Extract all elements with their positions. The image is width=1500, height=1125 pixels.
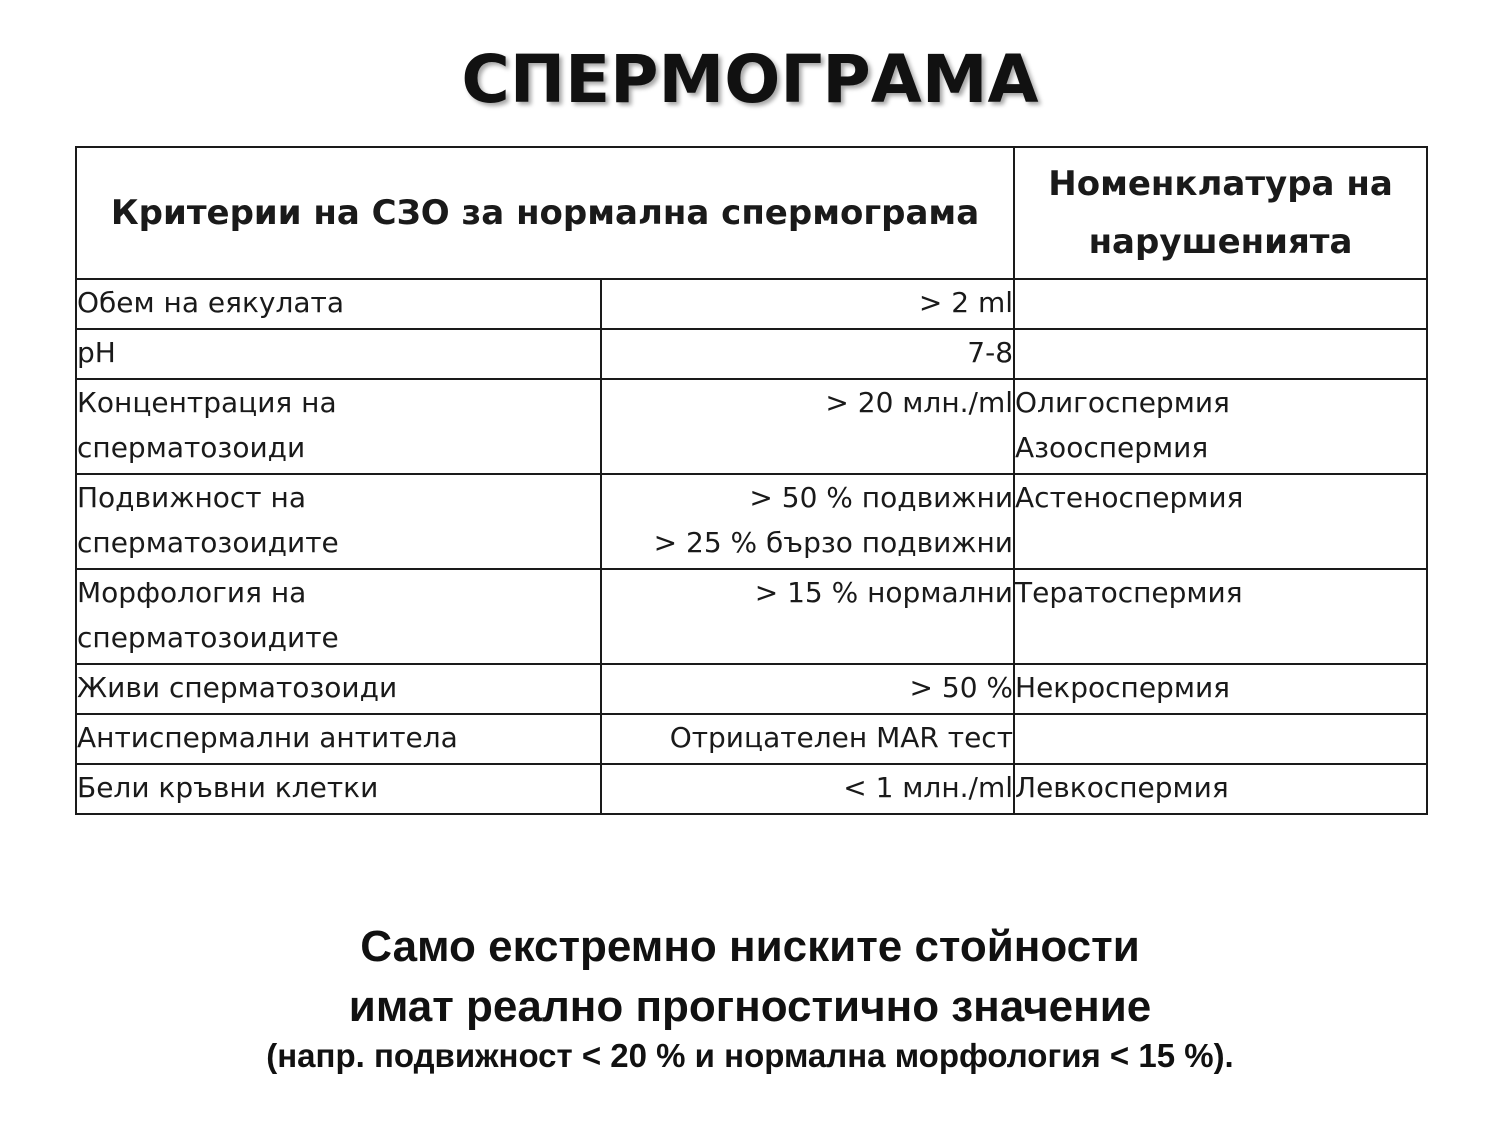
nomenclature-text: Азооспермия (1015, 431, 1209, 464)
value-text: > 2 ml (918, 286, 1014, 319)
nomenclature-cell (1014, 764, 1427, 814)
value-text: Отрицателен MAR тест (669, 721, 1014, 754)
nomenclature-cell (1014, 714, 1427, 764)
header-criteria: Критерии на СЗО за нормална спермограма (76, 147, 1014, 279)
param-text: Антиспермални антитела (77, 721, 458, 754)
nomenclature-cell (1014, 664, 1427, 714)
nomenclature-text: Олигоспермия (1015, 386, 1230, 419)
value-text: < 1 млн./ml (843, 771, 1014, 804)
param-text: сперматозоидите (77, 621, 339, 654)
value-cell (601, 279, 1014, 329)
param-text: сперматозоиди (77, 431, 306, 464)
footer-line-1: Само екстремно ниските стойности (360, 922, 1140, 971)
param-cell (76, 329, 601, 379)
param-text: сперматозоидите (77, 526, 339, 559)
param-cell (76, 569, 601, 664)
value-cell (601, 474, 1014, 569)
value-cell (601, 664, 1014, 714)
table-row (76, 379, 1427, 474)
param-text: Бели кръвни клетки (77, 771, 379, 804)
nomenclature-cell (1014, 379, 1427, 474)
nomenclature-text: Тератоспермия (1015, 576, 1243, 609)
param-text: Живи сперматозоиди (77, 671, 398, 704)
table-header-row (76, 147, 1427, 279)
param-text: Обем на еякулата (77, 286, 344, 319)
table-row (76, 569, 1427, 664)
param-cell (76, 379, 601, 474)
nomenclature-text: Некроспермия (1015, 671, 1230, 704)
header-nomenclature: Номенклатура на нарушенията (1014, 147, 1427, 279)
param-cell (76, 714, 601, 764)
nomenclature-cell (1014, 329, 1427, 379)
param-cell (76, 764, 601, 814)
value-cell (601, 764, 1014, 814)
param-text: Концентрация на (77, 386, 337, 419)
param-text: pH (77, 336, 116, 369)
param-text: Подвижност на (77, 481, 306, 514)
value-cell (601, 379, 1014, 474)
value-text: > 50 % (909, 671, 1014, 704)
nomenclature-cell (1014, 569, 1427, 664)
value-cell (601, 714, 1014, 764)
table-row (76, 664, 1427, 714)
page-title: СПЕРМОГРАМА (461, 41, 1039, 118)
value-text: > 50 % подвижни (749, 481, 1014, 514)
value-text: 7-8 (967, 336, 1014, 369)
footer-line-2: имат реално прогностично значение (348, 982, 1152, 1031)
table-row (76, 764, 1427, 814)
table-body (76, 279, 1427, 814)
table-row (76, 279, 1427, 329)
nomenclature-cell (1014, 474, 1427, 569)
nomenclature-text: Левкоспермия (1015, 771, 1229, 804)
table-row (76, 474, 1427, 569)
value-cell (601, 329, 1014, 379)
nomenclature-text: Астеноспермия (1015, 481, 1244, 514)
footer-line-3: (напр. подвижност < 20 % и нормална морфология < 15 %). (266, 1037, 1234, 1074)
param-cell (76, 279, 601, 329)
criteria-table (75, 146, 1428, 815)
param-text: Морфология на (77, 576, 307, 609)
table-row (76, 714, 1427, 764)
value-text: > 20 млн./ml (825, 386, 1014, 419)
value-cell (601, 569, 1014, 664)
param-cell (76, 664, 601, 714)
table-row (76, 329, 1427, 379)
nomenclature-cell (1014, 279, 1427, 329)
value-text: > 15 % нормални (754, 576, 1014, 609)
value-text: > 25 % бързо подвижни (653, 526, 1014, 559)
param-cell (76, 474, 601, 569)
